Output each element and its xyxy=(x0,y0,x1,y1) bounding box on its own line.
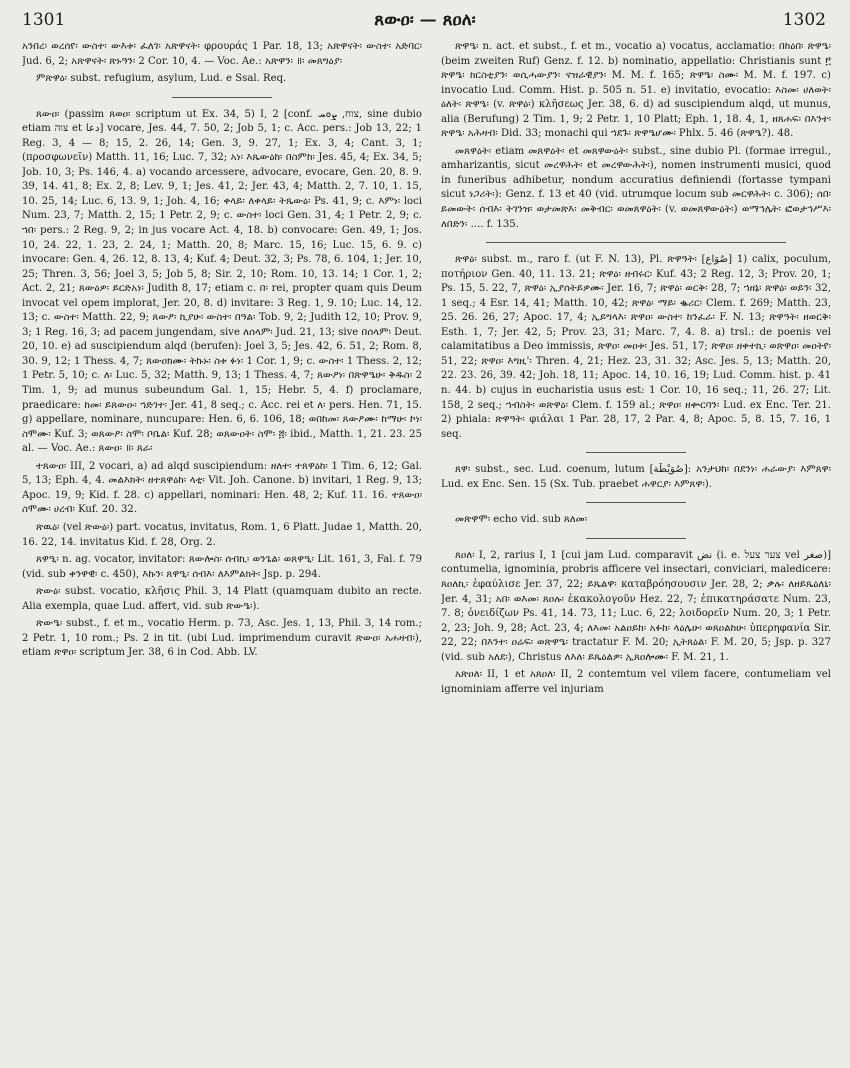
right-column xyxy=(441,40,831,1058)
section-divider xyxy=(586,452,686,453)
entry-atsaale: አጽዐለ፡ II, 1 et አጸዐለ፡ II, 2 contemtum vel vilem facere, contumeliam vel ignominiam afferre vel injuriam xyxy=(441,669,831,695)
entry-tsiwa: ጽዋዕ፡ subst. m., raro f. (ut F. N. 13), Pl. ጽዋዓት፡ [صُوَاع] 1) calix, poculum, ποτήριον Gen. 40, 11. 13. 21; ጽዋዕ፡ ዘብሩር፡ Kuf. 43; 2 Reg. 12, 3; Prov. 20, 1; Ps. 15, 5. 22, 7, ጽዋዕ፡ ኢያሰትይዎሙ፡ Jer. 16, 7; ጽዋዕ፡ ወርቅ፡ 28, 7; ኀዘኔ፡ ጽዋዕ፡ ወይን፡ 32, 1 seq.; 4 Esr. 14, 41; Matth. 10, 42; ጽዋዕ፡ ማይ፡ ቈሪር፡ Clem. f. 269; Matth. 23, 25. 26. 26, 27; Apoc. 17, 4; ኢይግላእ፡ ጽዋዐ፡ ውስተ፡ ከንፈራ፡ F. N. 13; ጽዋዓት፡ ዘወርቅ፡ Esth. 1, 7; Jer. 42, 5; Prov. 23, 31; Marc. 7, 4. 8. a) trsl.: de poenis vel calamitatibus a Deo immissis, ጽዋዐ፡ መዐቱ፡ Jes. 51, 17; ጽዋዐ፡ ዘቀተኪ፡ ወጽዋዐ፡ መዐትየ፡ 51, 22; ጽዋዐ፡ እግዚ'፡ Thren. 4, 21; Hez. 23, 31. 32; Asc. Jes. 5, 13; Matth. 20, 22. 23. 26, 39. 42; Joh. 18, 11; Apoc. 14, 10. 16, 19; Lud. Comm. hist. p. 41 n. 44. b) cujus in eucharistia usus est: 1 Cor. 10, 16 seq.; 11, 26. 27; Lit. 158, 2 seq.; ኀብስት፡ ወጽዋዕ፡ Clem. f. 159 al.; ጽዋዐ፡ ዘቍርባን፡ Lud. ex Enc. Ter. 21. 2) phiala: ጽዋዓት፡ φιάλαι 1 Par. 28, 17, 2 Par. 4, 8; Apoc. 5, 8. 15, 7. 16, 1 seq. xyxy=(441,254,831,440)
section-divider xyxy=(172,97,272,98)
entry-tsiwae: ጽዋዔ፡ n. act. et subst., f. et m., vocatio a) vocatus, acclamatio: በከዕበ፡ ጽዋዔ፡ (beim zweiten Ruf) Genz. f. 12. b) nominatio, appellatio: Christianis sunt ፫ ጽዋዔ፡ ክርስቲያን፡ ወሲሓውያን፡ ናዝራዊያን፡ M. M. f. 165; ጽዋዔ፡ ስሙ፡ M. M. f. 197. c) invocatio Lud. Comm. Hist. p. 505 n. 51. e) invitatio, evocatio: እስመ፡ ሀለወት፡ ዕለት፡ ጽዋዔ፡ (v. ጽዋዕ፡) κλῆσεως Jer. 38, 6. d) ad suscipiendum alqd, ut munus, alia (Berufung) 2 Tim. 1, 9; 2 Petr. 1, 10 Platt; Eph. 1, 18. 4, 1, ዘጸሐፍ፡ በእንተ፡ ጽዋዔ፡ አሕዛብ፡ Did. 33; monachi qui ኀደጉ፡ ጽዋዔሆሙ፡ Phlx. 5. 46 (ጽዋዔ?). 48. xyxy=(441,41,831,140)
entry-tsewa: ጸዋ፡ subst., sec. Lud. coenum, lutum [صُوَيْطَة]: አንታህከ፡ በደንነ፡ ሐራውያ፡ እምጸዋ፡ Lud. ex Enc. Sen. 15 (Sx. Tub. praebet ሐዋርያ፡ እምጸዋ፡). xyxy=(441,464,831,490)
section-divider xyxy=(486,242,786,243)
section-divider xyxy=(586,502,686,503)
page-header xyxy=(0,10,850,38)
entry-continuation: አንበረ፡ ወረሰየ፡ ውስተ፡ ውእቱ፡ ፈለገ፡ አጽዋናት፡ φρουράς 1 Par. 18, 13; አጽዋናት፡ ውስተ፡ አድባር፡ Jud. 6, 2; አጽዋናት፡ ጽኑዓን፡ 2 Cor. 10, 4. — Voc. Ae.: አጽዋን፡ ॥፡ መጸግዕያ፡ xyxy=(22,41,422,67)
left-page-number: 1301 xyxy=(22,10,66,30)
entry-tsewwe: ጸውዐ፡ (passim ጸወዐ፡ scriptum ut Ex. 34, 5) I, 2 [conf. צוח, ܨܘܚ, sine dubio etiam צוה et دعا] vocare, Jes. 44, 7. 50, 2; Job 5, 1; c. Acc. pers.: Job 13, 22; 1 Reg. 3, 4 — 8; 15, 2. 26, 14; Gen. 3, 9. 27, 1; Ex. 3, 4; Cant. 3, 1; (προσφωνεῖν) Matth. 11, 16; Luc. 7, 32; አነ፡ እጼውዕከ፡ በስምከ፡ Jes. 45, 4; Ex. 34, 5; Job. 10, 3; Ps. 146, 4. a) vocando arcessere, advocare, evocare, Gen. 20, 8. 9. 39, 14. 41, 8; Ex. 2, 8; Lev. 9, 1; Jes. 41, 2; Jer. 43, 4; Matth. 2, 7. 10, 1. 15, 10. 25, 14; Luc. 6, 13. 9, 1; Joh. 4, 16; ቀላይ፡ ለቀላይ፡ ትጼውዕ፡ Ps. 41, 9; c. እምነ፡ loci Num. 23, 7; Matth. 2, 15; 1 Petr. 2, 9; c. ውስተ፡ loci Gen. 31, 4; 1 Petr. 2, 9; c. ኀበ፡ pers.: 2 Reg. 9, 2; in jus vocare Act. 4, 18. b) convocare: Gen. 49, 1; Jos. 10, 24. 22, 1. 23, 2. 24, 1; Matth. 20, 8; Marc. 15, 16; Luc. 15, 6. 9. c) invocare: Gen. 4, 26. 12, 8. 13, 4; Kuf. 4; Deut. 32, 3; Ps. 78, 6. 104, 1; Jer. 10, 25; Thren. 3, 56; Joel 3, 5; Job 5, 8; Sir. 2, 10; Rom. 10, 13. 14; 1 Cor. 1, 2; Act. 2, 21; ጸውዕዎ፡ ይርድአነ፡ Judith 8, 17; etiam c. በ፡ rei, propter quam quis Deum invocat vel opem implorat, Jer. 20, 8. d) invitare: 3 Reg. 1, 9. 10; Luc. 14, 12. 13; c. ውስተ፡ Matth. 22, 9; ጸውዖ፡ ኪያሁ፡ ውስተ፡ በዓል፡ Tob. 9, 2; Judith 12, 10; Prov. 9, 3; 1 Reg. 16, 3; ad pacem jungendam, sive ለሰላም፡ Jud. 21, 13; sive በሰላም፡ Deut. 20, 10. e) ad suscipiendum alqd (berufen): Joel 3, 5; Jes. 42, 6. 51, 2; Rom. 8, 30. 9, 12; 1 Thess. 4, 7; ጸውዐክሙ፡ ትኩኑ፡ ስቱ ፉነ፡ 1 Cor. 1, 9; c. ውስተ፡ 1 Thess. 2, 12; 1 Petr. 5, 10; c. ለ፡ Luc. 5, 32; Matth. 9, 13; 1 Thess. 4, 7; ጸውዖነ፡ በጽዋዔሁ፡ ቅዱስ፡ 2 Tim. 1, 9; ad munus subeundum Gal. 1, 15; Hebr. 5, 4. f) proclamare, praedicare: ከመ፡ ይጸውዑ፡ ኀድገተ፡ Jer. 41, 8 seq.; c. Acc. rei et ለ፡ pers. Hen. 71, 15. g) appellare, nominare, nuncupare: Hen. 6, 6. 106, 18; ወበከመ፡ ጸውዖሙ፡ ከማሁ፡ ኮነ፡ ስሞሙ፡ Kuf. 3; ወጸውዖ፡ ስሞ፡ ቦቤል፡ Kuf. 28; ወጸውዐት፡ ስሞ፡ ፭፡ ibid., Matth. 1, 21. 23. 25 al. — Voc. Ae.: ጸውዐ፡ ॥፡ ጸራ፡ xyxy=(22,108,422,455)
entry-tsiwwe-f: ጽውዔ፡ subst., f. et m., vocatio Herm. p. 73, Asc. Jes. 1, 13, Phil. 3, 14 rom.; 2 Petr. 1, 10 rom.; Ps. 2 in tit. (ubi Lud. imprimendum curavit ጽውዐ፡ አሐዛብ፡), etiam ጽዋዐ፡ scriptum Jer. 38, 6 in Cod. Abb. LV. xyxy=(22,618,422,659)
entry-tsiwwu: ጽዉዕ፡ (vel ጽውዕ፡) part. vocatus, invitatus, Rom. 1, 6 Platt. Judae 1, Matth. 20, 16. 22, 14. invitatus Kid. f. 28, Org. 2. xyxy=(22,521,422,548)
section-divider xyxy=(586,538,686,539)
entry-tsaale: ጸዐለ፡ I, 2, rarius I, 1 [cui jam Lud. comparavit نض (i. e. צער צעל vel صغر)] contumelia, ignominia, probris afficere vel insectari, conviciari, maledicere: ጸዐለኪ፡ ἐφαύλισε Jer. 37, 22; ይጼልዋ፡ καταβρόησουσιν Jer. 28, 2; ቃሉ፡ ለዘይጼዕለኒ፡ Jer. 4, 31; አበ፡ ወእመ፡ ጸዐሉ፡ ἐκακολογοῦν Hez. 22, 7; ἐπικατηράσατε Num. 23, 7. 8; ὀνειδίζων Ps. 41, 14. 73, 11; Luc. 6, 22; λοιδορεῖν Num. 20, 3; 1 Petr. 2, 23; Joh. 9, 28; Act. 23, 4; ለእመ፡ አልዐይከ፡ አፉከ፡ ላዕሌሁ፡ ወጸዐልከሁ፡ ὑπερηφανία Sir. 22, 22; በእንተ፡ ዐሬፍ፡ ወጽዋዔ፡ tractatur F. M. 20; ኢትጸዕል፡ F. M. 20, 5; Jsp. p. 327 (vid. sub አለደ፡), Christus ለእለ፡ ይጼዕልዎ፡ ኢጸዐሎሙ፡ F. M. 21, 1. xyxy=(441,549,831,663)
entry-metswamo: መጽዋሞ፡ echo vid. sub ጸለመ፡ xyxy=(455,514,588,526)
left-column xyxy=(22,40,422,1058)
entry-mitsweu: ምጽዋዕ፡ subst. refugium, asylum, Lud. e Ssal. Req. xyxy=(36,73,287,85)
entry-tetsewwe: ተጸውዐ፡ III, 2 vocari, a) ad alqd suscipiendum: ዘለተ፡ ተጸዋዕከ፡ 1 Tim. 6, 12; Gal. 5, 13; Eph. 4, 4. መልእክት፡ ዘተጸዋዕከ፡ ላቲ፡ Vit. Joh. Canone. b) invitari, 1 Reg. 9, 13; Apoc. 19, 9; Kid. f. 28. c) appellari, nominari: Hen. 48, 2; Kuf. 11. 16. ተጸውዐ፡ ስሞሙ፡ ሀረብ፡ Kuf. 20. 32. xyxy=(22,460,422,516)
entry-tsewai: ጸዋዒ፡ n. ag. vocator, invitator: ጸውሎስ፡ ሰብኪ፡ ወንጌል፡ ወጸዋዒ፡ Lit. 161, 3, Fal. f. 79 (vid. sub ቀንዋዊ፡ c. 450), እኩን፡ ጸዋዒ፡ ሰብእ፡ ለእምልክት፡ Jsp. p. 294. xyxy=(22,554,422,580)
entry-metsewaet: መጸዋዕት፡ etiam መጸዋዕት፡ et መጸዋውዕት፡ subst., sine dubio Pl. (formae irregul., amharizantis, sicut መረዋሕት፡ et መረዋውሕት፡), nomen instrumenti musici, quod in funeribus adhibetur, nondum accuratius definiendi (fortasse tympani sicut ነጋሪት፡): Genz. f. 13 et 40 (vid. utrumque locum sub መርዋሕት፡ c. 306); ሰበ፡ ይመውት፡ ሰብእ፡ ትገንዝ፡ ወታመጽእ፡ መቅብር፡ ወመጸዋዕት፡ (v. ወመጸዋውዕት፡) ወማኅሌት፡ ፎወታኅሥእ፡ ለበድን፡ .... f. 135. xyxy=(441,145,831,230)
running-title: ጸውዐ፡ — ጸዐለ፡ xyxy=(374,10,476,30)
entry-tsiwwe: ጽውዕ፡ subst. vocatio, κλῆσις Phil. 3, 14 Platt (quamquam dubito an recte. Alia exempla, quae Lud. affert, vid. sub ጽውዔ፡). xyxy=(22,586,422,612)
right-page-number: 1302 xyxy=(782,10,826,30)
